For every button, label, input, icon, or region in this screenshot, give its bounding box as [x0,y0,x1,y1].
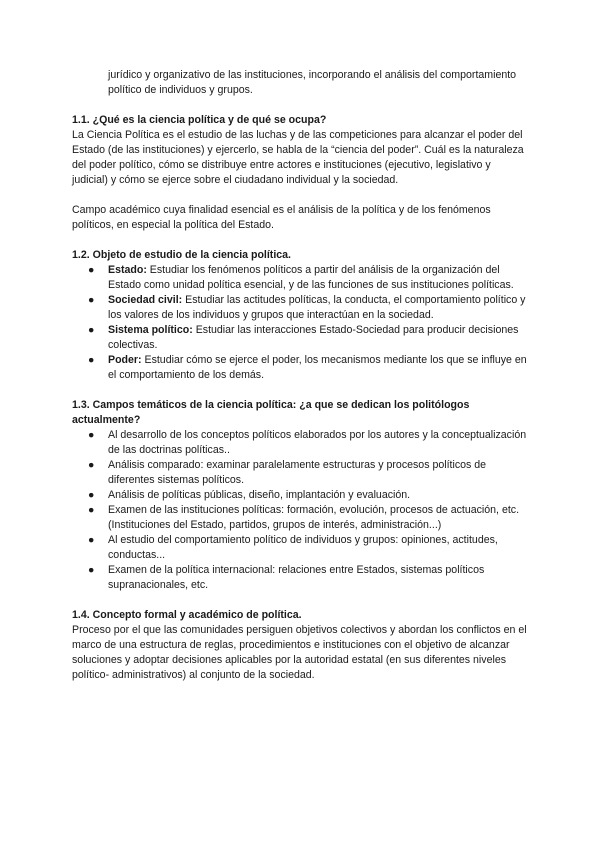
list-item [72,428,528,458]
list-item [72,323,528,353]
list-item-term: Poder: [108,354,142,366]
list-item [72,503,528,533]
section-1-4 [72,608,528,683]
bullet-icon: ● [88,459,95,471]
bullet-icon: ● [88,354,95,366]
list-item-text: Al desarrollo de los conceptos políticos elaborados por los autores y la conceptualización de las doctrinas políticas.. [108,429,527,456]
bullet-icon: ● [88,324,95,336]
bullet-icon: ● [88,534,95,546]
list-item [72,563,528,593]
list-item [72,458,528,488]
section-1-1 [72,113,528,233]
list-item [72,263,528,293]
bullet-icon: ● [88,264,95,276]
section-1-1-paragraph-1: La Ciencia Política es el estudio de las luchas y de las competiciones para alcanzar el poder del Estado (de las instituciones) y ejercerlo, se habla de la “ciencia del poder”. Cuál es la naturaleza del poder político, cómo se distribuye entre actores e instituciones (ejecutivo, legislativo y judicial) y cómo se ejerce sobre el ciudadano individual y la sociedad. [72,129,524,186]
section-1-2 [72,248,528,383]
list-item-text: Análisis comparado: examinar paralelamente estructuras y procesos políticos de diferentes sistemas políticos. [108,459,487,486]
list-item-text: Examen de las instituciones políticas: formación, evolución, procesos de actuación, etc. (Instituciones del Estado, partidos, grupos de interés, administración...) [108,504,520,531]
bullet-icon: ● [88,564,95,576]
bullet-icon: ● [88,504,95,516]
bullet-icon: ● [88,294,95,306]
list-item [72,353,528,383]
bullet-icon: ● [88,429,95,441]
section-1-1-paragraph-2: Campo académico cuya finalidad esencial es el análisis de la política y de los fenómenos políticos, en especial la política del Estado. [72,204,491,231]
list-item-term: Estado: [108,264,147,276]
section-1-3 [72,398,528,593]
list-item-text: Estudiar las interacciones Estado-Sociedad para producir decisiones colectivas. [108,324,519,351]
list-item-text: Examen de la política internacional: relaciones entre Estados, sistemas políticos supranacionales, etc. [108,564,485,591]
thematic-fields-list [72,428,528,593]
section-1-1-title: 1.1. ¿Qué es la ciencia política y de qué se ocupa? [72,114,327,126]
section-1-3-title: 1.3. Campos temáticos de la ciencia política: ¿a que se dedican los politólogos actualmente? [72,399,470,426]
list-item-text: Al estudio del comportamiento político de individuos y grupos: opiniones, actitudes, conductas... [108,534,498,561]
section-1-4-paragraph: Proceso por el que las comunidades persiguen objetivos colectivos y abordan los conflictos en el marco de una estructura de reglas, procedimientos e instituciones con el objetivo de alcanzar soluciones y adoptar decisiones aplicables por la autoridad estatal (en sus diferentes niveles político- administrativos) al conjunto de la sociedad. [72,624,527,681]
list-item-text: Estudiar las actitudes políticas, la conducta, el comportamiento político y los valores de los individuos y grupos que interactúan en la sociedad. [108,294,526,321]
list-item [72,533,528,563]
section-1-2-title: 1.2. Objeto de estudio de la ciencia política. [72,249,291,261]
intro-paragraph: jurídico y organizativo de las instituciones, incorporando el análisis del comportamiento político de individuos y grupos. [108,69,517,96]
list-item-text: Estudiar los fenómenos políticos a partir del análisis de la organización del Estado como unidad política esencial, y de las funciones de sus instituciones políticas. [108,264,514,291]
study-object-list [72,263,528,383]
document-page [72,68,528,683]
section-1-4-title: 1.4. Concepto formal y académico de política. [72,609,302,621]
list-item-text: Análisis de políticas públicas, diseño, implantación y evaluación. [108,489,411,501]
list-item [72,488,528,503]
bullet-icon: ● [88,489,95,501]
list-item-term: Sistema político: [108,324,193,336]
list-item-term: Sociedad civil: [108,294,183,306]
list-item [72,293,528,323]
list-item-text: Estudiar cómo se ejerce el poder, los mecanismos mediante los que se influye en el comportamiento de los demás. [108,354,527,381]
